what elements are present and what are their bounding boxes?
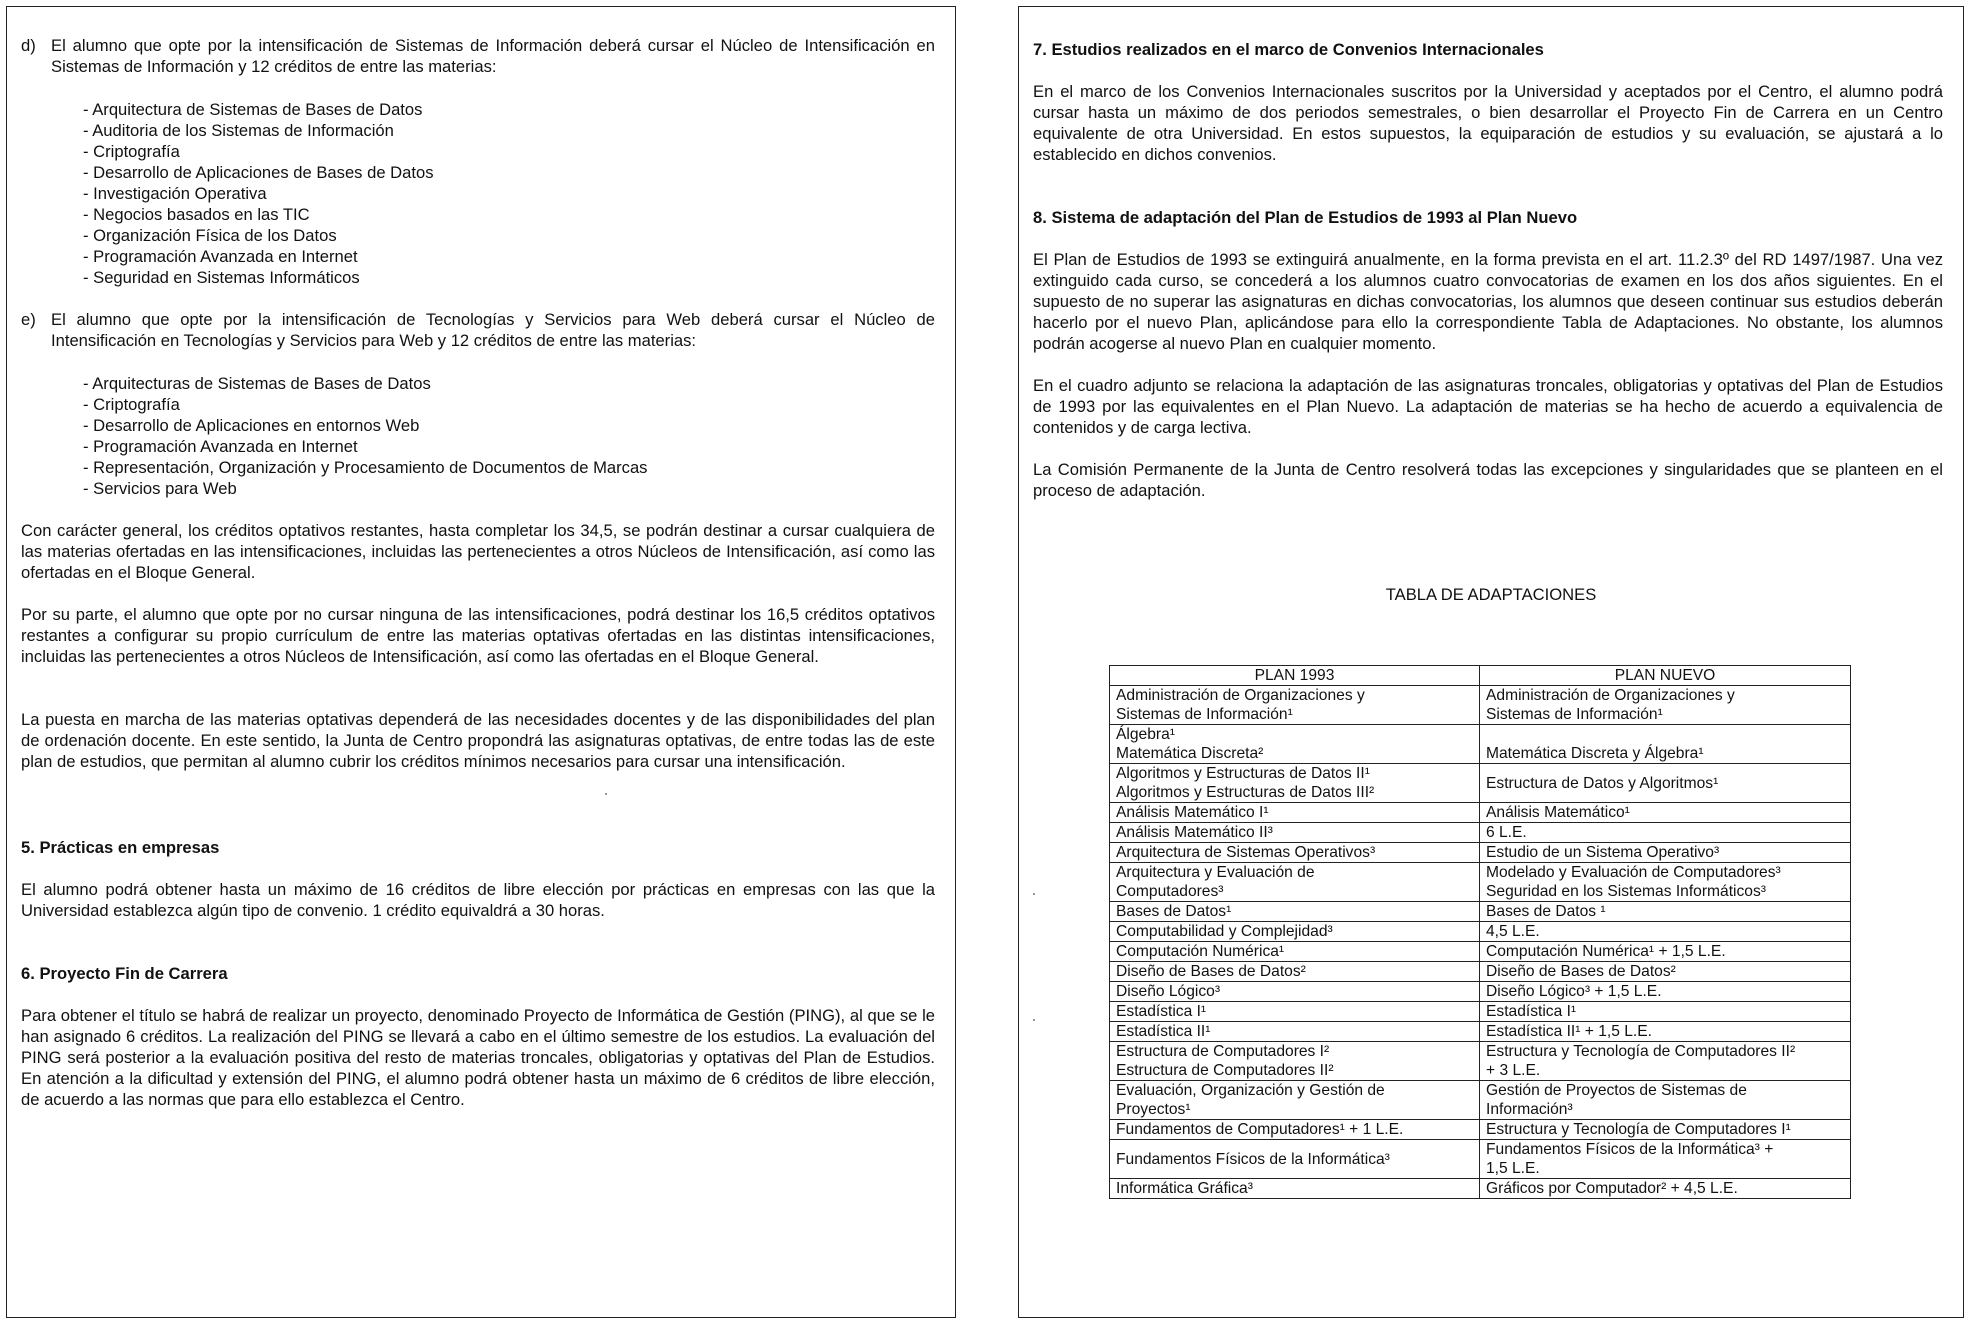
table-caption: TABLA DE ADAPTACIONES <box>1385 585 1597 604</box>
section-8-text-1: El Plan de Estudios de 1993 se extinguirá anualmente, en la forma prevista en el art. 11.2.3º del RD 1497/1987. Una vez extinguido cada curso, se concederá a los alumnos cuatro convocatorias de examen en los dos años siguientes. En el supuesto de no superar las asignaturas en dichas convocatorias, los alumnos que deseen continuar sus estudios deberán hacerlo por el nuevo Plan, aplicándose para ello la correspondiente Tabla de Adaptaciones. No obstante, los alumnos podrán acogerse al nuevo Plan en cualquier momento. <box>1033 250 1943 353</box>
cell-plan-1993: Computabilidad y Complejidad³ <box>1110 922 1480 942</box>
list-item: - Desarrollo de Aplicaciones en entornos Web <box>83 415 647 436</box>
item-d <box>21 35 935 77</box>
cell-plan-1993: Diseño Lógico³ <box>1110 982 1480 1002</box>
table-row <box>1110 764 1851 803</box>
item-e-list <box>83 373 647 499</box>
table-row <box>1110 902 1851 922</box>
item-d-text: El alumno que opte por la intensificación de Sistemas de Información deberá cursar el Núcleo de Intensificación en Sistemas de Información y 12 créditos de entre las materias: <box>51 36 935 76</box>
cell-plan-nuevo: Modelado y Evaluación de Computadores³ Seguridad en los Sistemas Informáticos³ <box>1480 863 1851 902</box>
cell-plan-1993: Álgebra¹ Matemática Discreta² <box>1110 725 1480 764</box>
table-row <box>1110 686 1851 725</box>
section-8-text-3: La Comisión Permanente de la Junta de Centro resolverá todas las excepciones y singularidades que se planteen en el proceso de adaptación. <box>1033 460 1943 500</box>
paragraph-general <box>21 520 935 583</box>
cell-plan-nuevo: Fundamentos Físicos de la Informática³ + 1,5 L.E. <box>1480 1140 1851 1179</box>
table-row <box>1110 942 1851 962</box>
cell-plan-1993: Análisis Matemático II³ <box>1110 823 1480 843</box>
paragraph-optativas-text: La puesta en marcha de las materias optativas dependerá de las necesidades docentes y de las disponibilidades del plan de ordenación docente. En este sentido, la Junta de Centro propondrá las asignaturas optativas, de entre todas las de este plan de estudios, que permitan al alumno cubrir los créditos mínimos necesarios para cursar una intensificación. <box>21 710 935 771</box>
paragraph-no-intensification-text: Por su parte, el alumno que opte por no cursar ninguna de las intensificaciones, podrá destinar los 16,5 créditos optativos restantes a configurar su propio currículum de entre las materias optativas ofertadas en las distintas intensificaciones, incluidas las pertenecientes a otros Núcleos de Intensificación, así como las ofertadas en el Bloque General. <box>21 605 935 666</box>
section-8-title: 8. Sistema de adaptación del Plan de Estudios de 1993 al Plan Nuevo <box>1033 208 1578 227</box>
table-row <box>1110 1179 1851 1199</box>
section-5 <box>21 837 935 858</box>
table-row <box>1110 1002 1851 1022</box>
cell-plan-1993: Evaluación, Organización y Gestión de Proyectos¹ <box>1110 1081 1480 1120</box>
item-e <box>21 309 935 351</box>
cell-plan-nuevo: Gráficos por Computador² + 4,5 L.E. <box>1480 1179 1851 1199</box>
section-5-text: El alumno podrá obtener hasta un máximo de 16 créditos de libre elección por prácticas en empresas con las que la Universidad establezca algún tipo de convenio. 1 crédito equivaldrá a 30 horas. <box>21 880 935 920</box>
cell-plan-1993: Arquitectura y Evaluación de Computadores³ <box>1110 863 1480 902</box>
cell-plan-nuevo: Estadística II¹ + 1,5 L.E. <box>1480 1022 1851 1042</box>
section-8-para-2 <box>1033 375 1943 438</box>
cell-plan-1993: Computación Numérica¹ <box>1110 942 1480 962</box>
section-8-para-3 <box>1033 459 1943 501</box>
section-7-body <box>1033 81 1943 165</box>
paragraph-optativas <box>21 709 935 772</box>
list-item: - Arquitectura de Sistemas de Bases de Datos <box>83 99 434 120</box>
cell-plan-nuevo: Administración de Organizaciones y Sistemas de Información¹ <box>1480 686 1851 725</box>
scan-speck <box>1033 893 1035 895</box>
section-6-body <box>21 1005 935 1110</box>
cell-plan-nuevo: Gestión de Proyectos de Sistemas de Información³ <box>1480 1081 1851 1120</box>
list-item: - Criptografía <box>83 394 647 415</box>
section-6-title: 6. Proyecto Fin de Carrera <box>21 964 228 983</box>
cell-plan-1993: Informática Gráfica³ <box>1110 1179 1480 1199</box>
section-6 <box>21 963 935 984</box>
table-row <box>1110 1022 1851 1042</box>
scan-speck <box>605 793 607 795</box>
cell-plan-1993: Fundamentos Físicos de la Informática³ <box>1110 1140 1480 1179</box>
cell-plan-nuevo: Diseño Lógico³ + 1,5 L.E. <box>1480 982 1851 1002</box>
table-row <box>1110 823 1851 843</box>
adaptation-table <box>1109 665 1851 1199</box>
left-page <box>6 6 956 1318</box>
section-6-text: Para obtener el título se habrá de realizar un proyecto, denominado Proyecto de Informática de Gestión (PING), al que se le han asignado 6 créditos. La realización del PING se llevará a cabo en el último semestre de los estudios. La evaluación del PING será posterior a la evaluación positiva del resto de materias troncales, obligatorias y optativas del Plan de Estudios. En atención a la dificultad y extensión del PING, el alumno podrá obtener hasta un máximo de 6 créditos de libre elección, de acuerdo a las normas que para ello establezca el Centro. <box>21 1006 935 1109</box>
cell-plan-1993: Fundamentos de Computadores¹ + 1 L.E. <box>1110 1120 1480 1140</box>
table-header-row <box>1110 666 1851 686</box>
header-plan-nuevo: PLAN NUEVO <box>1480 666 1851 686</box>
table-row <box>1110 803 1851 823</box>
cell-plan-nuevo: Diseño de Bases de Datos² <box>1480 962 1851 982</box>
table-row <box>1110 1120 1851 1140</box>
scan-speck <box>1033 1019 1035 1021</box>
section-7-title: 7. Estudios realizados en el marco de Convenios Internacionales <box>1033 40 1544 59</box>
item-e-label: e) <box>21 310 36 329</box>
cell-plan-1993: Algoritmos y Estructuras de Datos II¹ Algoritmos y Estructuras de Datos III² <box>1110 764 1480 803</box>
cell-plan-nuevo: 4,5 L.E. <box>1480 922 1851 942</box>
cell-plan-1993: Estadística II¹ <box>1110 1022 1480 1042</box>
table-row <box>1110 962 1851 982</box>
list-item: - Investigación Operativa <box>83 183 434 204</box>
list-item: - Representación, Organización y Procesamiento de Documentos de Marcas <box>83 457 647 478</box>
table-row <box>1110 1042 1851 1081</box>
item-e-text: El alumno que opte por la intensificación de Tecnologías y Servicios para Web deberá cursar el Núcleo de Intensificación en Tecnologías y Servicios para Web y 12 créditos de entre las materias: <box>51 310 935 350</box>
table-row <box>1110 922 1851 942</box>
section-8-text-2: En el cuadro adjunto se relaciona la adaptación de las asignaturas troncales, obligatorias y optativas del Plan de Estudios de 1993 por las equivalentes en el Plan Nuevo. La adaptación de materias se ha hecho de acuerdo a equivalencia de contenidos y de carga lectiva. <box>1033 376 1943 437</box>
cell-plan-nuevo: Estructura de Datos y Algoritmos¹ <box>1480 764 1851 803</box>
cell-plan-nuevo: Estructura y Tecnología de Computadores I¹ <box>1480 1120 1851 1140</box>
cell-plan-nuevo: 6 L.E. <box>1480 823 1851 843</box>
right-page <box>1018 6 1964 1318</box>
section-7-text: En el marco de los Convenios Internacionales suscritos por la Universidad y aceptados por el Centro, el alumno podrá cursar hasta un máximo de dos periodos semestrales, o bien desarrollar el Proyecto Fin de Carrera en un Centro equivalente de otra Universidad. En estos supuestos, la equiparación de estudios y su evaluación, se ajustará a lo establecido en dichos convenios. <box>1033 82 1943 164</box>
paragraph-no-intensification <box>21 604 935 667</box>
section-8-para-1 <box>1033 249 1943 354</box>
cell-plan-1993: Bases de Datos¹ <box>1110 902 1480 922</box>
section-8 <box>1033 207 1943 228</box>
list-item: - Organización Física de los Datos <box>83 225 434 246</box>
list-item: - Programación Avanzada en Internet <box>83 246 434 267</box>
section-5-title: 5. Prácticas en empresas <box>21 838 220 857</box>
cell-plan-nuevo: Estadística I¹ <box>1480 1002 1851 1022</box>
cell-plan-1993: Análisis Matemático I¹ <box>1110 803 1480 823</box>
cell-plan-nuevo: Estructura y Tecnología de Computadores II² + 3 L.E. <box>1480 1042 1851 1081</box>
table-row <box>1110 725 1851 764</box>
list-item: - Seguridad en Sistemas Informáticos <box>83 267 434 288</box>
list-item: - Programación Avanzada en Internet <box>83 436 647 457</box>
paragraph-general-text: Con carácter general, los créditos optativos restantes, hasta completar los 34,5, se podrán destinar a cursar cualquiera de las materias ofertadas en las intensificaciones, incluidas las pertenecientes a otros Núcleos de Intensificación, así como las ofertadas en el Bloque General. <box>21 521 935 582</box>
table-row <box>1110 1140 1851 1179</box>
list-item: - Desarrollo de Aplicaciones de Bases de Datos <box>83 162 434 183</box>
cell-plan-1993: Estructura de Computadores I² Estructura de Computadores II² <box>1110 1042 1480 1081</box>
list-item: - Criptografía <box>83 141 434 162</box>
item-d-list <box>83 99 434 288</box>
item-d-label: d) <box>21 36 36 55</box>
list-item: - Servicios para Web <box>83 478 647 499</box>
table-body <box>1110 686 1851 1199</box>
cell-plan-1993: Diseño de Bases de Datos² <box>1110 962 1480 982</box>
table-row <box>1110 1081 1851 1120</box>
section-7 <box>1033 39 1943 60</box>
cell-plan-nuevo: Bases de Datos ¹ <box>1480 902 1851 922</box>
cell-plan-nuevo: Matemática Discreta y Álgebra¹ <box>1480 725 1851 764</box>
section-5-body <box>21 879 935 921</box>
list-item: - Arquitecturas de Sistemas de Bases de Datos <box>83 373 647 394</box>
cell-plan-nuevo: Análisis Matemático¹ <box>1480 803 1851 823</box>
table-row <box>1110 863 1851 902</box>
cell-plan-1993: Arquitectura de Sistemas Operativos³ <box>1110 843 1480 863</box>
list-item: - Negocios basados en las TIC <box>83 204 434 225</box>
cell-plan-nuevo: Estudio de un Sistema Operativo³ <box>1480 843 1851 863</box>
table-row <box>1110 982 1851 1002</box>
cell-plan-nuevo: Computación Numérica¹ + 1,5 L.E. <box>1480 942 1851 962</box>
list-item: - Auditoria de los Sistemas de Información <box>83 120 434 141</box>
cell-plan-1993: Estadística I¹ <box>1110 1002 1480 1022</box>
table-row <box>1110 843 1851 863</box>
header-plan-1993: PLAN 1993 <box>1110 666 1480 686</box>
cell-plan-1993: Administración de Organizaciones y Sistemas de Información¹ <box>1110 686 1480 725</box>
